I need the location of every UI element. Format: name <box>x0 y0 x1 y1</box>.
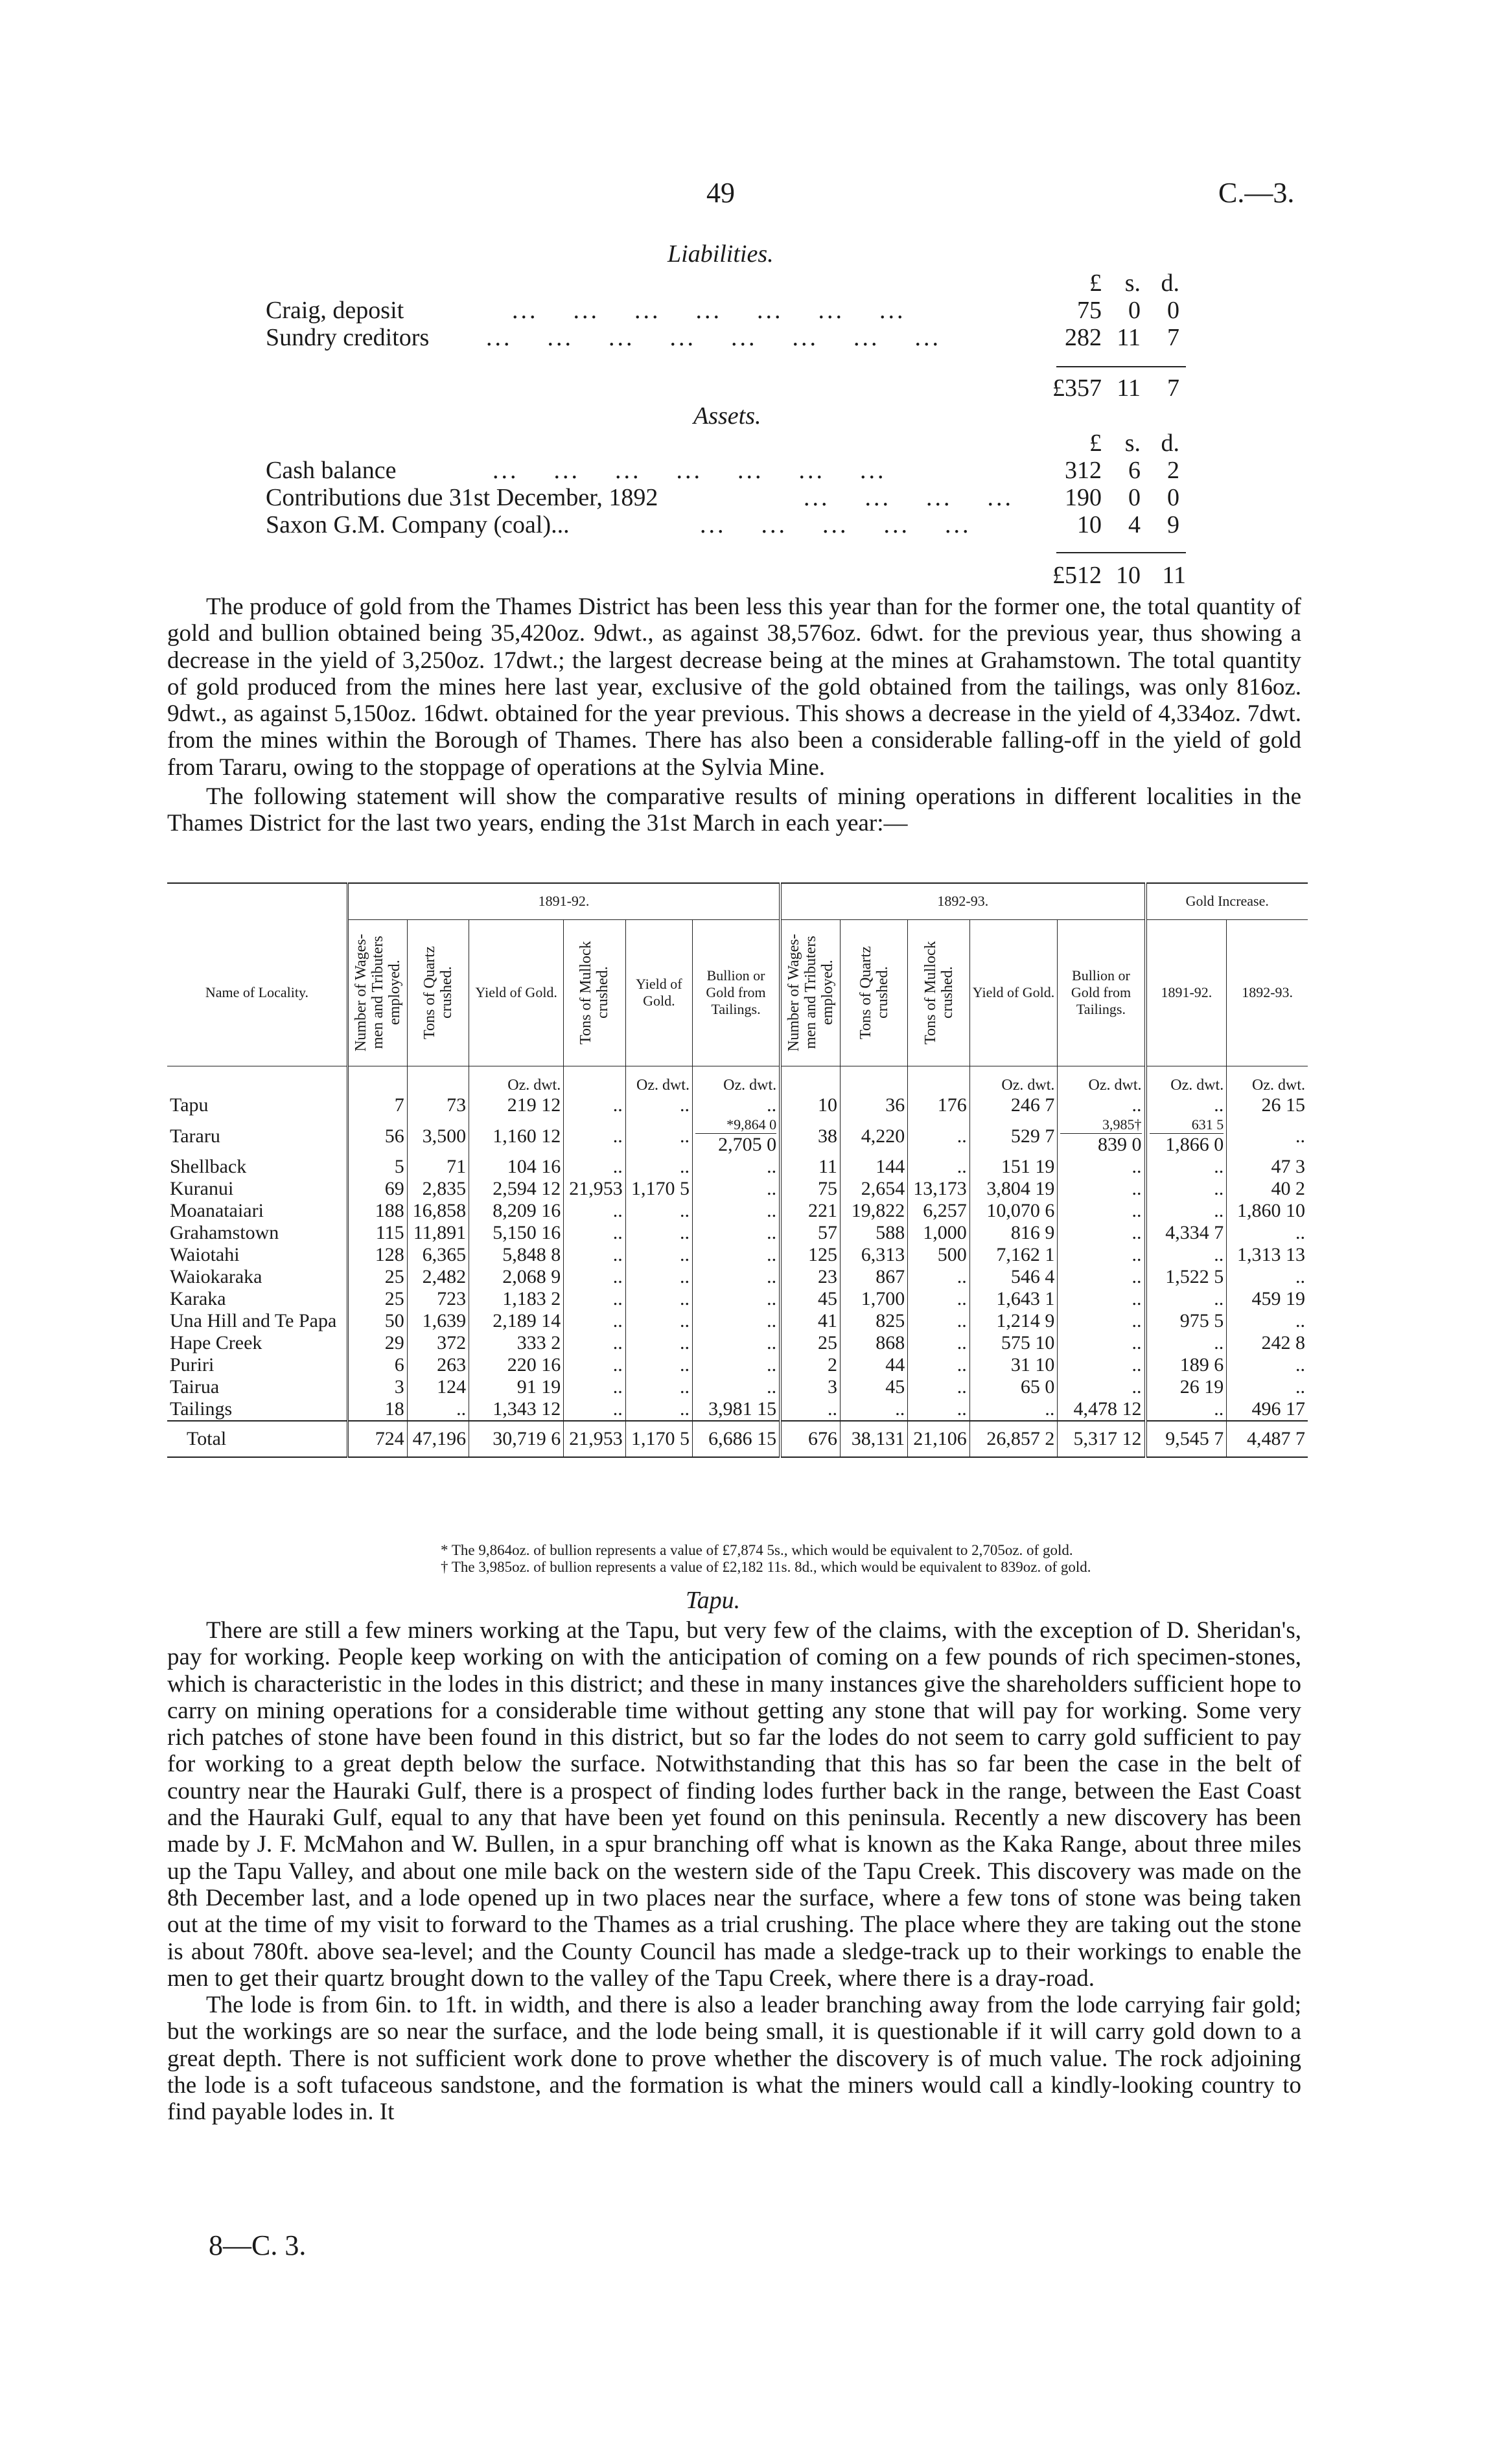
table-cell: 6 <box>347 1354 407 1376</box>
table-cell: .. <box>1058 1332 1146 1354</box>
table-cell-part: 631 5 <box>1150 1116 1224 1134</box>
table-cell: .. <box>625 1310 692 1332</box>
table-cell: 2,594 12 <box>469 1178 564 1200</box>
table-cell: 30,719 6 <box>469 1421 564 1457</box>
table-cell: 246 7 <box>969 1094 1058 1116</box>
table-cell: .. <box>564 1376 625 1398</box>
table-cell: 8,209 16 <box>469 1200 564 1222</box>
table-cell: 50 <box>347 1310 407 1332</box>
table-cell: 3,804 19 <box>969 1178 1058 1200</box>
table-cell: 5,848 8 <box>469 1244 564 1266</box>
table-cell: .. <box>625 1354 692 1376</box>
table-cell: 3 <box>347 1376 407 1398</box>
table-cell: .. <box>692 1156 780 1178</box>
table-cell: .. <box>564 1310 625 1332</box>
table-cell: 21,953 <box>564 1421 625 1457</box>
locality-name: Tararu <box>167 1116 347 1156</box>
table-cell: .. <box>1295 1310 1305 1331</box>
table-cell: .. <box>1146 1094 1227 1116</box>
table-cell: 11,891 <box>407 1222 469 1244</box>
table-cell: 1,860 10 <box>1237 1200 1305 1221</box>
table-cell-part: 1,866 0 <box>1165 1134 1224 1155</box>
table-cell: 2,189 14 <box>469 1310 564 1332</box>
table-cell: 6,686 15 <box>692 1421 780 1457</box>
table-cell: .. <box>1146 1332 1227 1354</box>
table-cell <box>908 1066 969 1094</box>
table-cell: .. <box>692 1244 780 1266</box>
table-cell: 3,981 15 <box>692 1398 780 1421</box>
table-cell: 723 <box>407 1288 469 1310</box>
table-cell <box>564 1066 625 1094</box>
table-row <box>167 1398 1308 1421</box>
table-cell: 18 <box>347 1398 407 1421</box>
table-cell: .. <box>564 1222 625 1244</box>
liability-row: Craig, deposit ... ... ... ... ... ... ... 75 0 0 <box>266 297 1179 324</box>
table-cell: .. <box>1146 1398 1227 1421</box>
table-body <box>167 1066 1308 1457</box>
table-cell: .. <box>780 1398 840 1421</box>
table-cell: .. <box>1295 1125 1305 1147</box>
table-row <box>167 1354 1308 1376</box>
table-cell: .. <box>1295 1376 1305 1398</box>
table-cell: 220 16 <box>469 1354 564 1376</box>
locality-name: Moanataiari <box>167 1200 347 1222</box>
table-cell: 2,482 <box>407 1266 469 1288</box>
column-header-row: Name of Locality. Number of Wages-men and Tributers employed. Tons of Quartz crushed. Yield of Gold. Tons of Mullock crushed. Yield of Gold. Bullion or Gold from Tailings. Number of Wages-men and Tributers employed. Tons of Quartz crushed. Tons of Mullock crushed. Yield of Gold. Bullion or Gold from Tailings. 1891-92. 1892-93. <box>167 919 1308 1066</box>
locality-name: Kuranui <box>167 1178 347 1200</box>
table-cell: .. <box>1146 1156 1227 1178</box>
table-cell: 9,545 7 <box>1146 1421 1227 1457</box>
table-cell: .. <box>1058 1266 1146 1288</box>
table-cell: .. <box>840 1398 907 1421</box>
table-cell: 6,365 <box>407 1244 469 1266</box>
table-cell <box>347 1066 407 1094</box>
table-cell: 5,317 12 <box>1058 1421 1146 1457</box>
table-cell: 25 <box>347 1266 407 1288</box>
table-row <box>167 1266 1308 1288</box>
signature-mark: 8—C. 3. <box>209 2229 307 2261</box>
table-cell: 23 <box>780 1266 840 1288</box>
table-cell: .. <box>1058 1178 1146 1200</box>
table-cell: 7 <box>347 1094 407 1116</box>
table-cell: 40 2 <box>1271 1178 1305 1199</box>
table-cell: .. <box>407 1398 469 1421</box>
asset-row: Cash balance ... ... ... ... ... ... ... 312 6 2 <box>266 457 1179 484</box>
table-cell: 128 <box>347 1244 407 1266</box>
table-cell: .. <box>625 1376 692 1398</box>
table-cell: 11 <box>780 1156 840 1178</box>
table-cell: 71 <box>407 1156 469 1178</box>
table-cell: .. <box>908 1332 969 1354</box>
table-cell: 47,196 <box>407 1421 469 1457</box>
table-cell: 867 <box>840 1266 907 1288</box>
table-cell: 459 19 <box>1251 1288 1305 1309</box>
table-cell: .. <box>908 1310 969 1332</box>
table-cell: 57 <box>780 1222 840 1244</box>
table-cell: 868 <box>840 1332 907 1354</box>
locality-name: Shellback <box>167 1156 347 1178</box>
table-cell: 176 <box>908 1094 969 1116</box>
table-cell: .. <box>625 1266 692 1288</box>
table-cell: .. <box>564 1244 625 1266</box>
table-cell: Oz. dwt. <box>625 1066 692 1094</box>
table-cell: 3 <box>780 1376 840 1398</box>
table-cell: .. <box>625 1116 692 1156</box>
table-cell: 10 <box>780 1094 840 1116</box>
rule <box>1056 552 1186 553</box>
table-cell: 189 6 <box>1146 1354 1227 1376</box>
table-cell: .. <box>625 1222 692 1244</box>
table-cell: 69 <box>347 1178 407 1200</box>
table-cell: 21,953 <box>564 1178 625 1200</box>
table-cell: 2,835 <box>407 1178 469 1200</box>
table-cell: 816 9 <box>969 1222 1058 1244</box>
table-row <box>167 1332 1308 1354</box>
table-cell: .. <box>908 1354 969 1376</box>
table-cell: .. <box>969 1398 1058 1421</box>
table-cell: 41 <box>780 1310 840 1332</box>
table-cell: .. <box>1058 1094 1146 1116</box>
table-cell: 588 <box>840 1222 907 1244</box>
table-cell-part: 3,985† <box>1060 1116 1141 1134</box>
table-cell: 124 <box>407 1376 469 1398</box>
table-cell: .. <box>692 1178 780 1200</box>
body-text-1: The produce of gold from the Thames District has been less this year than for the former one, the total quantity of gold and bullion obtained being 35,420oz. 9dwt., as against 38,576oz. 6dwt. for the previous year, thus showing a decrease in the yield of 3,250oz. 17dwt.; the largest decrease being at the mines at Grahamstown. The total quantity of gold produced from the mines here last year, exclusive of the gold obtained from the tailings, was only 816oz. 9dwt., as against 5,150oz. 16dwt. obtained for the year previous. This shows a decrease in the yield of 4,334oz. 7dwt. from the mines within the Borough of Thames. There has also been a considerable falling-off in the yield of gold from Tararu, owing to the stoppage of operations at the Sylvia Mine. The following statement will show the comparative results of mining operations in different localities in the Thames District for the last two years, ending the 31st March in each year:— <box>167 593 1301 837</box>
table-cell: .. <box>625 1332 692 1354</box>
table-cell: 25 <box>347 1288 407 1310</box>
table-cell: 825 <box>840 1310 907 1332</box>
units-row <box>167 1066 1308 1094</box>
table-cell: 38,131 <box>840 1421 907 1457</box>
table-cell: 73 <box>407 1094 469 1116</box>
table-row <box>167 1156 1308 1178</box>
table-cell: 188 <box>347 1200 407 1222</box>
table-cell: 529 7 <box>969 1116 1058 1156</box>
table-cell: Oz. dwt. <box>969 1066 1058 1094</box>
locality-name: Tailings <box>167 1398 347 1421</box>
table-cell: 26 19 <box>1146 1376 1227 1398</box>
assets-total: £512 10 11 <box>1052 562 1186 589</box>
table-cell: 2,654 <box>840 1178 907 1200</box>
table-cell <box>1146 1116 1227 1156</box>
table-cell: 115 <box>347 1222 407 1244</box>
table-cell <box>780 1066 840 1094</box>
table-cell: 91 19 <box>469 1376 564 1398</box>
table-cell: 242 8 <box>1261 1332 1305 1353</box>
table-cell <box>407 1066 469 1094</box>
table-row <box>167 1094 1308 1116</box>
table-cell: 38 <box>780 1116 840 1156</box>
table-row <box>167 1244 1308 1266</box>
table-cell: .. <box>1058 1156 1146 1178</box>
currency-header: £ s. d. <box>1089 270 1179 297</box>
table-cell: 104 16 <box>469 1156 564 1178</box>
table-cell: .. <box>1146 1178 1227 1200</box>
table-cell: 44 <box>840 1354 907 1376</box>
table-cell: .. <box>564 1156 625 1178</box>
table-cell: .. <box>1058 1354 1146 1376</box>
table-cell: .. <box>564 1354 625 1376</box>
currency-header: £ s. d. <box>1089 430 1179 457</box>
table-cell: 75 <box>780 1178 840 1200</box>
table-cell: .. <box>625 1398 692 1421</box>
document-reference: C.—3. <box>1218 177 1295 209</box>
table-cell: .. <box>692 1376 780 1398</box>
table-cell: .. <box>1295 1354 1305 1376</box>
table-cell: .. <box>625 1094 692 1116</box>
table-cell: 221 <box>780 1200 840 1222</box>
table-cell: 151 19 <box>969 1156 1058 1178</box>
table-row <box>167 1310 1308 1332</box>
table-cell: 5,150 16 <box>469 1222 564 1244</box>
locality-name: Karaka <box>167 1288 347 1310</box>
table-cell: .. <box>564 1288 625 1310</box>
table-cell <box>840 1066 907 1094</box>
table-cell: 1,214 9 <box>969 1310 1058 1332</box>
table-row <box>167 1376 1308 1398</box>
liabilities-title: Liabilities. <box>667 240 774 268</box>
table-cell: 31 10 <box>969 1354 1058 1376</box>
table-cell: 1,700 <box>840 1288 907 1310</box>
table-cell: 2,068 9 <box>469 1266 564 1288</box>
locality-name <box>167 1066 347 1094</box>
table-cell: Oz. dwt. <box>1146 1066 1227 1094</box>
rule <box>1056 366 1186 367</box>
table-cell: .. <box>625 1244 692 1266</box>
table-cell: .. <box>564 1266 625 1288</box>
table-cell: 496 17 <box>1251 1398 1305 1420</box>
table-cell: 10,070 6 <box>969 1200 1058 1222</box>
table-cell: 3,500 <box>407 1116 469 1156</box>
locality-name: Puriri <box>167 1354 347 1376</box>
table-cell-part: *9,864 0 <box>695 1116 776 1134</box>
locality-name: Waiotahi <box>167 1244 347 1266</box>
table-cell: .. <box>692 1288 780 1310</box>
table-cell: 1,313 13 <box>1237 1244 1305 1265</box>
table-cell: 1,000 <box>908 1222 969 1244</box>
liabilities-total: £357 11 7 <box>1052 374 1179 402</box>
table-cell: .. <box>1146 1288 1227 1310</box>
table-cell: 372 <box>407 1332 469 1354</box>
table-cell: 4,334 7 <box>1146 1222 1227 1244</box>
asset-row: Contributions due 31st December, 1892 ... ... ... ... 190 0 0 <box>266 484 1179 511</box>
table-cell: 1,170 5 <box>625 1421 692 1457</box>
table-cell: 1,522 5 <box>1146 1266 1227 1288</box>
table-cell: .. <box>564 1398 625 1421</box>
table-cell: 45 <box>780 1288 840 1310</box>
table-cell: 1,183 2 <box>469 1288 564 1310</box>
table-cell: .. <box>564 1094 625 1116</box>
table-cell: .. <box>625 1288 692 1310</box>
table-cell: .. <box>908 1288 969 1310</box>
locality-name: Tapu <box>167 1094 347 1116</box>
table-cell: .. <box>692 1354 780 1376</box>
table-cell: 4,487 7 <box>1247 1428 1305 1449</box>
table-cell: .. <box>908 1376 969 1398</box>
table-cell: .. <box>1146 1200 1227 1222</box>
table-cell: 2 <box>780 1354 840 1376</box>
table-cell: 26,857 2 <box>969 1421 1058 1457</box>
table-cell: Oz. dwt. <box>1058 1066 1146 1094</box>
table-cell: 36 <box>840 1094 907 1116</box>
table-cell: 333 2 <box>469 1332 564 1354</box>
table-cell: .. <box>692 1200 780 1222</box>
table-row <box>167 1222 1308 1244</box>
locality-name: Total <box>167 1421 347 1457</box>
locality-name: Tairua <box>167 1376 347 1398</box>
table-cell: .. <box>564 1116 625 1156</box>
footnote-1: * The 9,864oz. of bullion represents a value of £7,874 5s., which would be equivalent to 2,705oz. of gold. <box>441 1542 1073 1558</box>
table-cell: .. <box>625 1200 692 1222</box>
table-cell: 1,160 12 <box>469 1116 564 1156</box>
table-cell: 19,822 <box>840 1200 907 1222</box>
assets-title: Assets. <box>693 402 761 430</box>
table-cell <box>1058 1116 1146 1156</box>
locality-name: Hape Creek <box>167 1332 347 1354</box>
table-cell: .. <box>692 1266 780 1288</box>
table-cell: 13,173 <box>908 1178 969 1200</box>
table-cell: 1,639 <box>407 1310 469 1332</box>
table-cell: 1,343 12 <box>469 1398 564 1421</box>
table-cell: .. <box>625 1156 692 1178</box>
table-row <box>167 1116 1308 1156</box>
table-cell: .. <box>692 1310 780 1332</box>
table-cell: 219 12 <box>469 1094 564 1116</box>
mining-results-table <box>167 882 1308 1458</box>
table-cell: 546 4 <box>969 1266 1058 1288</box>
locality-name: Una Hill and Te Papa <box>167 1310 347 1332</box>
table-cell: 45 <box>840 1376 907 1398</box>
table-row <box>167 1200 1308 1222</box>
table-cell: .. <box>1058 1310 1146 1332</box>
table-row <box>167 1288 1308 1310</box>
table-cell: 56 <box>347 1116 407 1156</box>
table-cell: 724 <box>347 1421 407 1457</box>
table-cell: .. <box>908 1398 969 1421</box>
table-cell: .. <box>908 1156 969 1178</box>
table-cell: 4,478 12 <box>1058 1398 1146 1421</box>
table-cell: .. <box>1058 1222 1146 1244</box>
table-cell: 29 <box>347 1332 407 1354</box>
table-cell: 26 15 <box>1261 1094 1305 1116</box>
locality-name: Waiokaraka <box>167 1266 347 1288</box>
table-total-row <box>167 1421 1308 1457</box>
table-cell: 676 <box>780 1421 840 1457</box>
table-cell: Oz. dwt. <box>692 1066 780 1094</box>
table-cell: 144 <box>840 1156 907 1178</box>
table-cell-part: 2,705 0 <box>718 1134 777 1155</box>
tapu-text: There are still a few miners working at the Tapu, but very few of the claims, with the exception of D. Sheridan's, pay for working. People keep working on with the anticipation of coming on a few pounds of rich specimen-stones, which is characteristic in the lodes in this district; and these in many instances give the shareholders sufficient hope to carry on mining operations for a considerable time without getting any stone that will pay for working. Some very rich patches of stone have been found in this district, but so far the lodes do not seem to carry gold sufficient to pay for working to a great depth below the surface. Notwithstanding that this has so far been the case in the belt of country near the Hauraki Gulf, there is a prospect of finding lodes further back in the range, between the East Coast and the Hauraki Gulf, equal to any that have been yet found on this peninsula. Recently a new discovery has been made by J. F. McMahon and W. Bullen, in a spur branching off what is known as the Kaka Range, about three miles up the Tapu Valley, and about one mile back on the western side of the Tapu Creek. This discovery was made on the 8th December last, and a lode opened up in two places near the surface, where a few tons of stone was being taken out at the time of my visit to forward to the Thames as a trial crushing. The place where they are taking out the stone is about 780ft. above sea-level; and the County Council has made a sledge-track up to their workings to enable the men to get their quartz brought down to the valley of the Tapu Creek, where there is a dray-road. The lode is from 6in. to 1ft. in width, and there is also a leader branching away from the lode carrying fair gold; but the workings are so near the surface, and the lode being small, it is questionable if it will carry gold down to a great depth. There is not sufficient work done to prove whether the discovery is of much value. The rock adjoining the lode is a soft tufaceous sandstone, and the formation is what the miners would call a kindly-looking country to find payable lodes in. It <box>167 1617 1301 2126</box>
table-cell: 5 <box>347 1156 407 1178</box>
table-cell: 7,162 1 <box>969 1244 1058 1266</box>
table-cell: 975 5 <box>1146 1310 1227 1332</box>
table-cell: Oz. dwt. <box>469 1066 564 1094</box>
table-cell: .. <box>692 1332 780 1354</box>
table-cell: .. <box>564 1332 625 1354</box>
table-cell: .. <box>1058 1244 1146 1266</box>
footnote-2: † The 3,985oz. of bullion represents a value of £2,182 11s. 8d., which would be equivalent to 839oz. of gold. <box>441 1559 1091 1575</box>
table-cell: 21,106 <box>908 1421 969 1457</box>
table-cell: .. <box>908 1116 969 1156</box>
table-cell: 500 <box>908 1244 969 1266</box>
table-cell: .. <box>1295 1266 1305 1287</box>
table-cell: 16,858 <box>407 1200 469 1222</box>
table-cell: 125 <box>780 1244 840 1266</box>
group-header-row: 1891-92. 1892-93. Gold Increase. <box>167 883 1308 919</box>
table-cell: .. <box>908 1266 969 1288</box>
table-cell: 1,643 1 <box>969 1288 1058 1310</box>
table-cell: .. <box>1058 1376 1146 1398</box>
table-cell: .. <box>1146 1244 1227 1266</box>
table-cell: 1,170 5 <box>625 1178 692 1200</box>
table-cell: .. <box>692 1222 780 1244</box>
table-cell: 6,313 <box>840 1244 907 1266</box>
page-number: 49 <box>706 177 735 209</box>
table-cell: 65 0 <box>969 1376 1058 1398</box>
table-cell: 25 <box>780 1332 840 1354</box>
table-cell: .. <box>564 1200 625 1222</box>
table-cell: 263 <box>407 1354 469 1376</box>
table-cell: .. <box>1058 1288 1146 1310</box>
table-cell: 6,257 <box>908 1200 969 1222</box>
liability-row: Sundry creditors ... ... ... ... ... ... ... ... 282 11 7 <box>266 324 1179 351</box>
locality-name: Grahamstown <box>167 1222 347 1244</box>
table-cell: 47 3 <box>1271 1156 1305 1177</box>
asset-row: Saxon G.M. Company (coal)... ... ... ... ... ... 10 4 9 <box>266 511 1179 538</box>
table-cell: 575 10 <box>969 1332 1058 1354</box>
table-cell: 4,220 <box>840 1116 907 1156</box>
table-cell <box>692 1116 780 1156</box>
table-cell: Oz. dwt. <box>1252 1077 1305 1094</box>
table-cell-part: 839 0 <box>1098 1134 1142 1155</box>
table-row <box>167 1178 1308 1200</box>
section-title-tapu: Tapu. <box>686 1587 741 1614</box>
table-cell: .. <box>1058 1200 1146 1222</box>
table-cell: .. <box>692 1094 780 1116</box>
table-cell: .. <box>1295 1222 1305 1243</box>
